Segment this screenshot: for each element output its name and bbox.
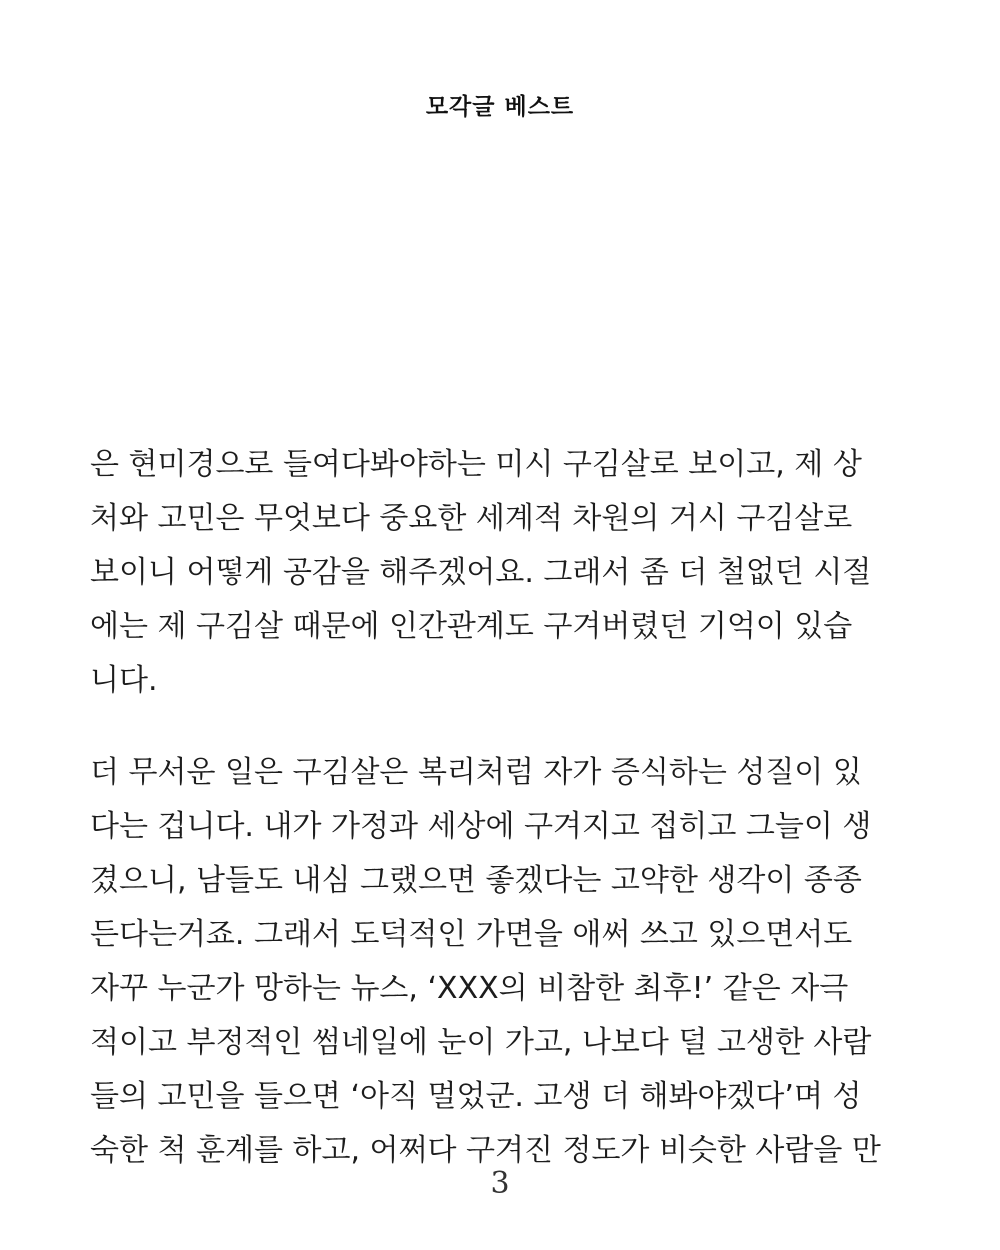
- paragraph-1: [90, 438, 920, 708]
- text-line: 들의 고민을 들으면 ‘아직 멀었군. 고생 더 해봐야겠다’며 성: [90, 1079, 862, 1114]
- text-line: 니다.: [90, 663, 158, 698]
- text-line: 든다는거죠. 그래서 도덕적인 가면을 애써 쓰고 있으면서도: [90, 917, 853, 952]
- paragraph-2: [90, 746, 920, 1178]
- text-line: 은 현미경으로 들여다봐야하는 미시 구김살로 보이고, 제 상: [90, 447, 862, 482]
- page-number: 3: [490, 1166, 510, 1201]
- text-line: 다는 겁니다. 내가 가정과 세상에 구겨지고 접히고 그늘이 생: [90, 809, 872, 844]
- running-header: 모각글 베스트: [425, 94, 575, 120]
- text-line: 겼으니, 남들도 내심 그랬으면 좋겠다는 고약한 생각이 종종: [90, 863, 862, 898]
- text-line: 처와 고민은 무엇보다 중요한 세계적 차원의 거시 구김살로: [90, 501, 853, 536]
- text-line: 보이니 어떻게 공감을 해주겠어요. 그래서 좀 더 철없던 시절: [90, 555, 872, 590]
- text-line: 적이고 부정적인 썸네일에 눈이 가고, 나보다 덜 고생한 사람: [90, 1025, 872, 1060]
- text-line: 자꾸 누군가 망하는 뉴스, ‘XXX의 비참한 최후!’ 같은 자극: [90, 971, 849, 1006]
- text-line: 에는 제 구김살 때문에 인간관계도 구겨버렸던 기억이 있습: [90, 609, 853, 644]
- text-line: 숙한 척 훈계를 하고, 어쩌다 구겨진 정도가 비슷한 사람을 만: [90, 1133, 881, 1168]
- text-line: 더 무서운 일은 구김살은 복리처럼 자가 증식하는 성질이 있: [90, 755, 862, 790]
